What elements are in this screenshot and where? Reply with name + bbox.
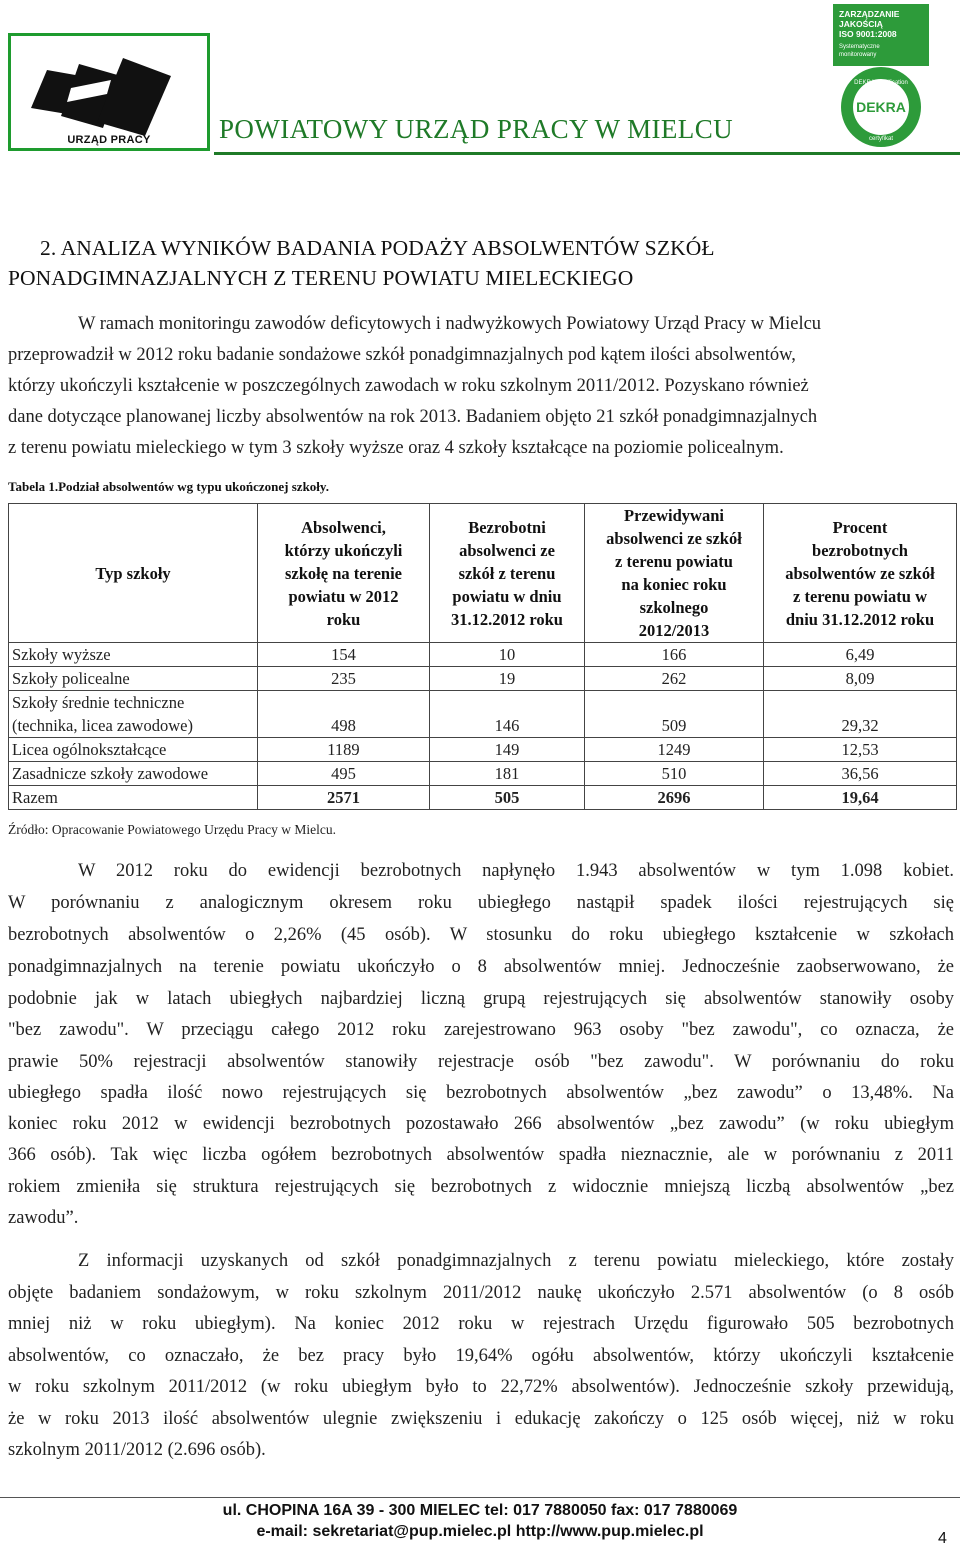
- body-line: koniec roku 2012 w ewidencji bezrobotnych pozostawało 266 absolwentów „bez zawodu” (w roku ubiegłym: [8, 1114, 954, 1134]
- header-expected: Przewidywani absolwenci ze szkół z terenu powiatu na koniec roku szkolnego 2012/2013: [585, 504, 764, 643]
- body-line: Z informacji uzyskanych od szkół ponadgimnazjalnych z terenu powiatu mieleckiego, które zostały: [78, 1251, 954, 1271]
- cert-line2: JAKOŚCIĄ: [839, 19, 883, 29]
- table-row: [9, 643, 957, 667]
- footer-address: ul. CHOPINA 16A 39 - 300 MIELEC tel: 017 7880050 fax: 017 7880069: [222, 1502, 738, 1519]
- body-line: szkolnym 2011/2012 (2.696 osób).: [8, 1440, 266, 1460]
- cell-percent: 29,32: [764, 691, 957, 738]
- header-divider: [214, 152, 960, 155]
- logo-graphic: [11, 36, 207, 148]
- cert-line1: ZARZĄDZANIE: [839, 9, 900, 19]
- header-percent: Procent bezrobotnych absolwentów ze szkół z terenu powiatu w dniu 31.12.2012 roku: [764, 504, 957, 643]
- cell-type: Razem: [9, 786, 258, 810]
- intro-line: z terenu powiatu mieleckiego w tym 3 szkoły wyższe oraz 4 szkoły kształcące na poziomie policealnym.: [8, 438, 784, 458]
- body-line: podobnie jak w latach ubiegłych najbardziej liczną grupą rejestrujących się absolwentów stanowiły osoby: [8, 989, 954, 1009]
- cell-graduates: 235: [258, 667, 430, 691]
- table-caption: Tabela 1.Podział absolwentów wg typu ukończonej szkoły.: [8, 479, 329, 494]
- logo-text: URZĄD PRACY: [67, 134, 151, 146]
- body-line: 366 osób). Tak więc liczba ogółem bezrobotnych absolwentów spadła nieznacznie, ale w porównaniu z 2011: [8, 1145, 954, 1165]
- cert-line4: Systematyczne: [839, 44, 880, 50]
- cell-unemployed: 146: [430, 691, 585, 738]
- body-line: ubiegłego spadła ilość nowo rejestrujących się bezrobotnych absolwentów „bez zawodu” o 13,48%. Na: [8, 1083, 954, 1103]
- logo: [8, 33, 210, 151]
- table-total-row: [9, 786, 957, 810]
- section-heading-line2: PONADGIMNAZJALNYCH Z TERENU POWIATU MIELECKIEGO: [8, 266, 634, 290]
- cell-expected: 262: [585, 667, 764, 691]
- cell-percent: 6,49: [764, 643, 957, 667]
- body-line: W 2012 roku do ewidencji bezrobotnych napłynęło 1.943 absolwentów w tym 1.098 kobiet.: [78, 861, 954, 881]
- footer-contact: e-mail: sekretariat@pup.mielec.pl http://www.pup.mielec.pl: [256, 1523, 704, 1540]
- cell-type: Szkoły wyższe: [9, 643, 258, 667]
- cell-expected: 2696: [585, 786, 764, 810]
- body-line: absolwentów, co oznaczało, że bez pracy było 19,64% ogółu absolwentów, którzy ukończyli kształcenie: [8, 1346, 954, 1366]
- cert-brand: DEKRA: [856, 99, 906, 115]
- intro-line: W ramach monitoringu zawodów deficytowych i nadwyżkowych Powiatowy Urząd Pracy w Mielcu: [78, 314, 822, 334]
- cell-type: Szkoły średnie techniczne (technika, licea zawodowe): [9, 691, 258, 738]
- body-line: że w roku 2013 ilość absolwentów ulegnie zwiększeniu i edukację zakończy o 125 osób więcej, niż w roku: [8, 1409, 954, 1429]
- intro-line: przeprowadził w 2012 roku badanie sondażowe szkół ponadgimnazjalnych pod kątem ilości absolwentów,: [8, 345, 796, 365]
- cell-unemployed: 181: [430, 762, 585, 786]
- cell-expected: 166: [585, 643, 764, 667]
- body-line: bezrobotnych absolwentów o 2,26% (45 osób). W stosunku do roku ubiegłego kształcenie w szkołach: [8, 925, 954, 945]
- cell-graduates: 498: [258, 691, 430, 738]
- cell-unemployed: 10: [430, 643, 585, 667]
- cell-percent: 19,64: [764, 786, 957, 810]
- cell-unemployed: 505: [430, 786, 585, 810]
- cell-type: Zasadnicze szkoły zawodowe: [9, 762, 258, 786]
- cell-unemployed: 19: [430, 667, 585, 691]
- intro-line: którzy ukończyli kształcenie w poszczególnych zawodach w roku szkolnym 2011/2012. Pozyskano również: [8, 376, 809, 396]
- table-row: [9, 691, 957, 738]
- section-heading-line1: 2. ANALIZA WYNIKÓW BADANIA PODAŻY ABSOLWENTÓW SZKÓŁ: [40, 236, 715, 260]
- body-line: prawie 50% rejestracji absolwentów stanowiły rejestracje osób "bez zawodu". W porównaniu do roku: [8, 1052, 954, 1072]
- body-line: ponadgimnazjalnych na terenie powiatu ukończyło o 8 absolwentów mniej. Jednocześnie zaobserwowano, że: [8, 957, 954, 977]
- cell-graduates: 154: [258, 643, 430, 667]
- cert-line5: monitorowany: [839, 52, 877, 58]
- table-row: [9, 667, 957, 691]
- page-number: 4: [938, 1530, 947, 1547]
- table-row: [9, 762, 957, 786]
- cell-percent: 12,53: [764, 738, 957, 762]
- iso-certificate-badge: [833, 4, 929, 149]
- table-source-note: Źródło: Opracowanie Powiatowego Urzędu Pracy w Mielcu.: [8, 822, 337, 837]
- body-line: rokiem zmieniła się struktura rejestrujących się bezrobotnych z widocznie mniejszą liczbą absolwentów „bez: [8, 1177, 954, 1197]
- footer-divider: [0, 1497, 960, 1498]
- cell-percent: 8,09: [764, 667, 957, 691]
- cell-graduates: 495: [258, 762, 430, 786]
- header-title: POWIATOWY URZĄD PRACY W MIELCU: [219, 114, 734, 144]
- cell-type: Szkoły policealne: [9, 667, 258, 691]
- body-line: "bez zawodu". W przeciągu całego 2012 roku zarejestrowano 963 osoby "bez zawodu", co oznacza, że: [8, 1020, 954, 1040]
- graduates-table: [8, 503, 957, 810]
- body-line: objęte badaniem sondażowym, w roku szkolnym 2011/2012 naukę ukończyło 2.571 absolwentów (o 8 osób: [8, 1283, 954, 1303]
- header-type: Typ szkoły: [9, 504, 258, 643]
- body-line: w roku szkolnym 2011/2012 (w roku ubiegłym było to 22,72% absolwentów). Jednocześnie szkoły przewidują,: [8, 1377, 954, 1397]
- cell-expected: 509: [585, 691, 764, 738]
- body-line: W porównaniu z analogicznym okresem roku ubiegłego nastąpił spadek ilości rejestrujących się: [8, 893, 954, 913]
- cell-graduates: 1189: [258, 738, 430, 762]
- cell-expected: 510: [585, 762, 764, 786]
- certificate-icon: [833, 4, 929, 149]
- cell-expected: 1249: [585, 738, 764, 762]
- body-line: zawodu”.: [8, 1208, 79, 1228]
- header-unemployed: Bezrobotni absolwenci ze szkół z terenu powiatu w dniu 31.12.2012 roku: [430, 504, 585, 643]
- cert-line3: ISO 9001:2008: [839, 29, 897, 39]
- body-line: mniej niż w roku ubiegłym). Na koniec 2012 roku w rejestrach Urzędu figurowało 505 bezrobotnych: [8, 1314, 954, 1334]
- table-header-row: [9, 504, 957, 643]
- cert-ring-text: DEKRA Certification: [854, 80, 908, 86]
- cell-type: Licea ogólnokształcące: [9, 738, 258, 762]
- cell-percent: 36,56: [764, 762, 957, 786]
- table-row: [9, 738, 957, 762]
- intro-line: dane dotyczące planowanej liczby absolwentów na rok 2013. Badaniem objęto 21 szkół ponadgimnazjalnych: [8, 407, 818, 427]
- header-graduates: Absolwenci, którzy ukończyli szkołę na terenie powiatu w 2012 roku: [258, 504, 430, 643]
- cell-graduates: 2571: [258, 786, 430, 810]
- cert-sub: certyfikat: [868, 136, 894, 142]
- cell-unemployed: 149: [430, 738, 585, 762]
